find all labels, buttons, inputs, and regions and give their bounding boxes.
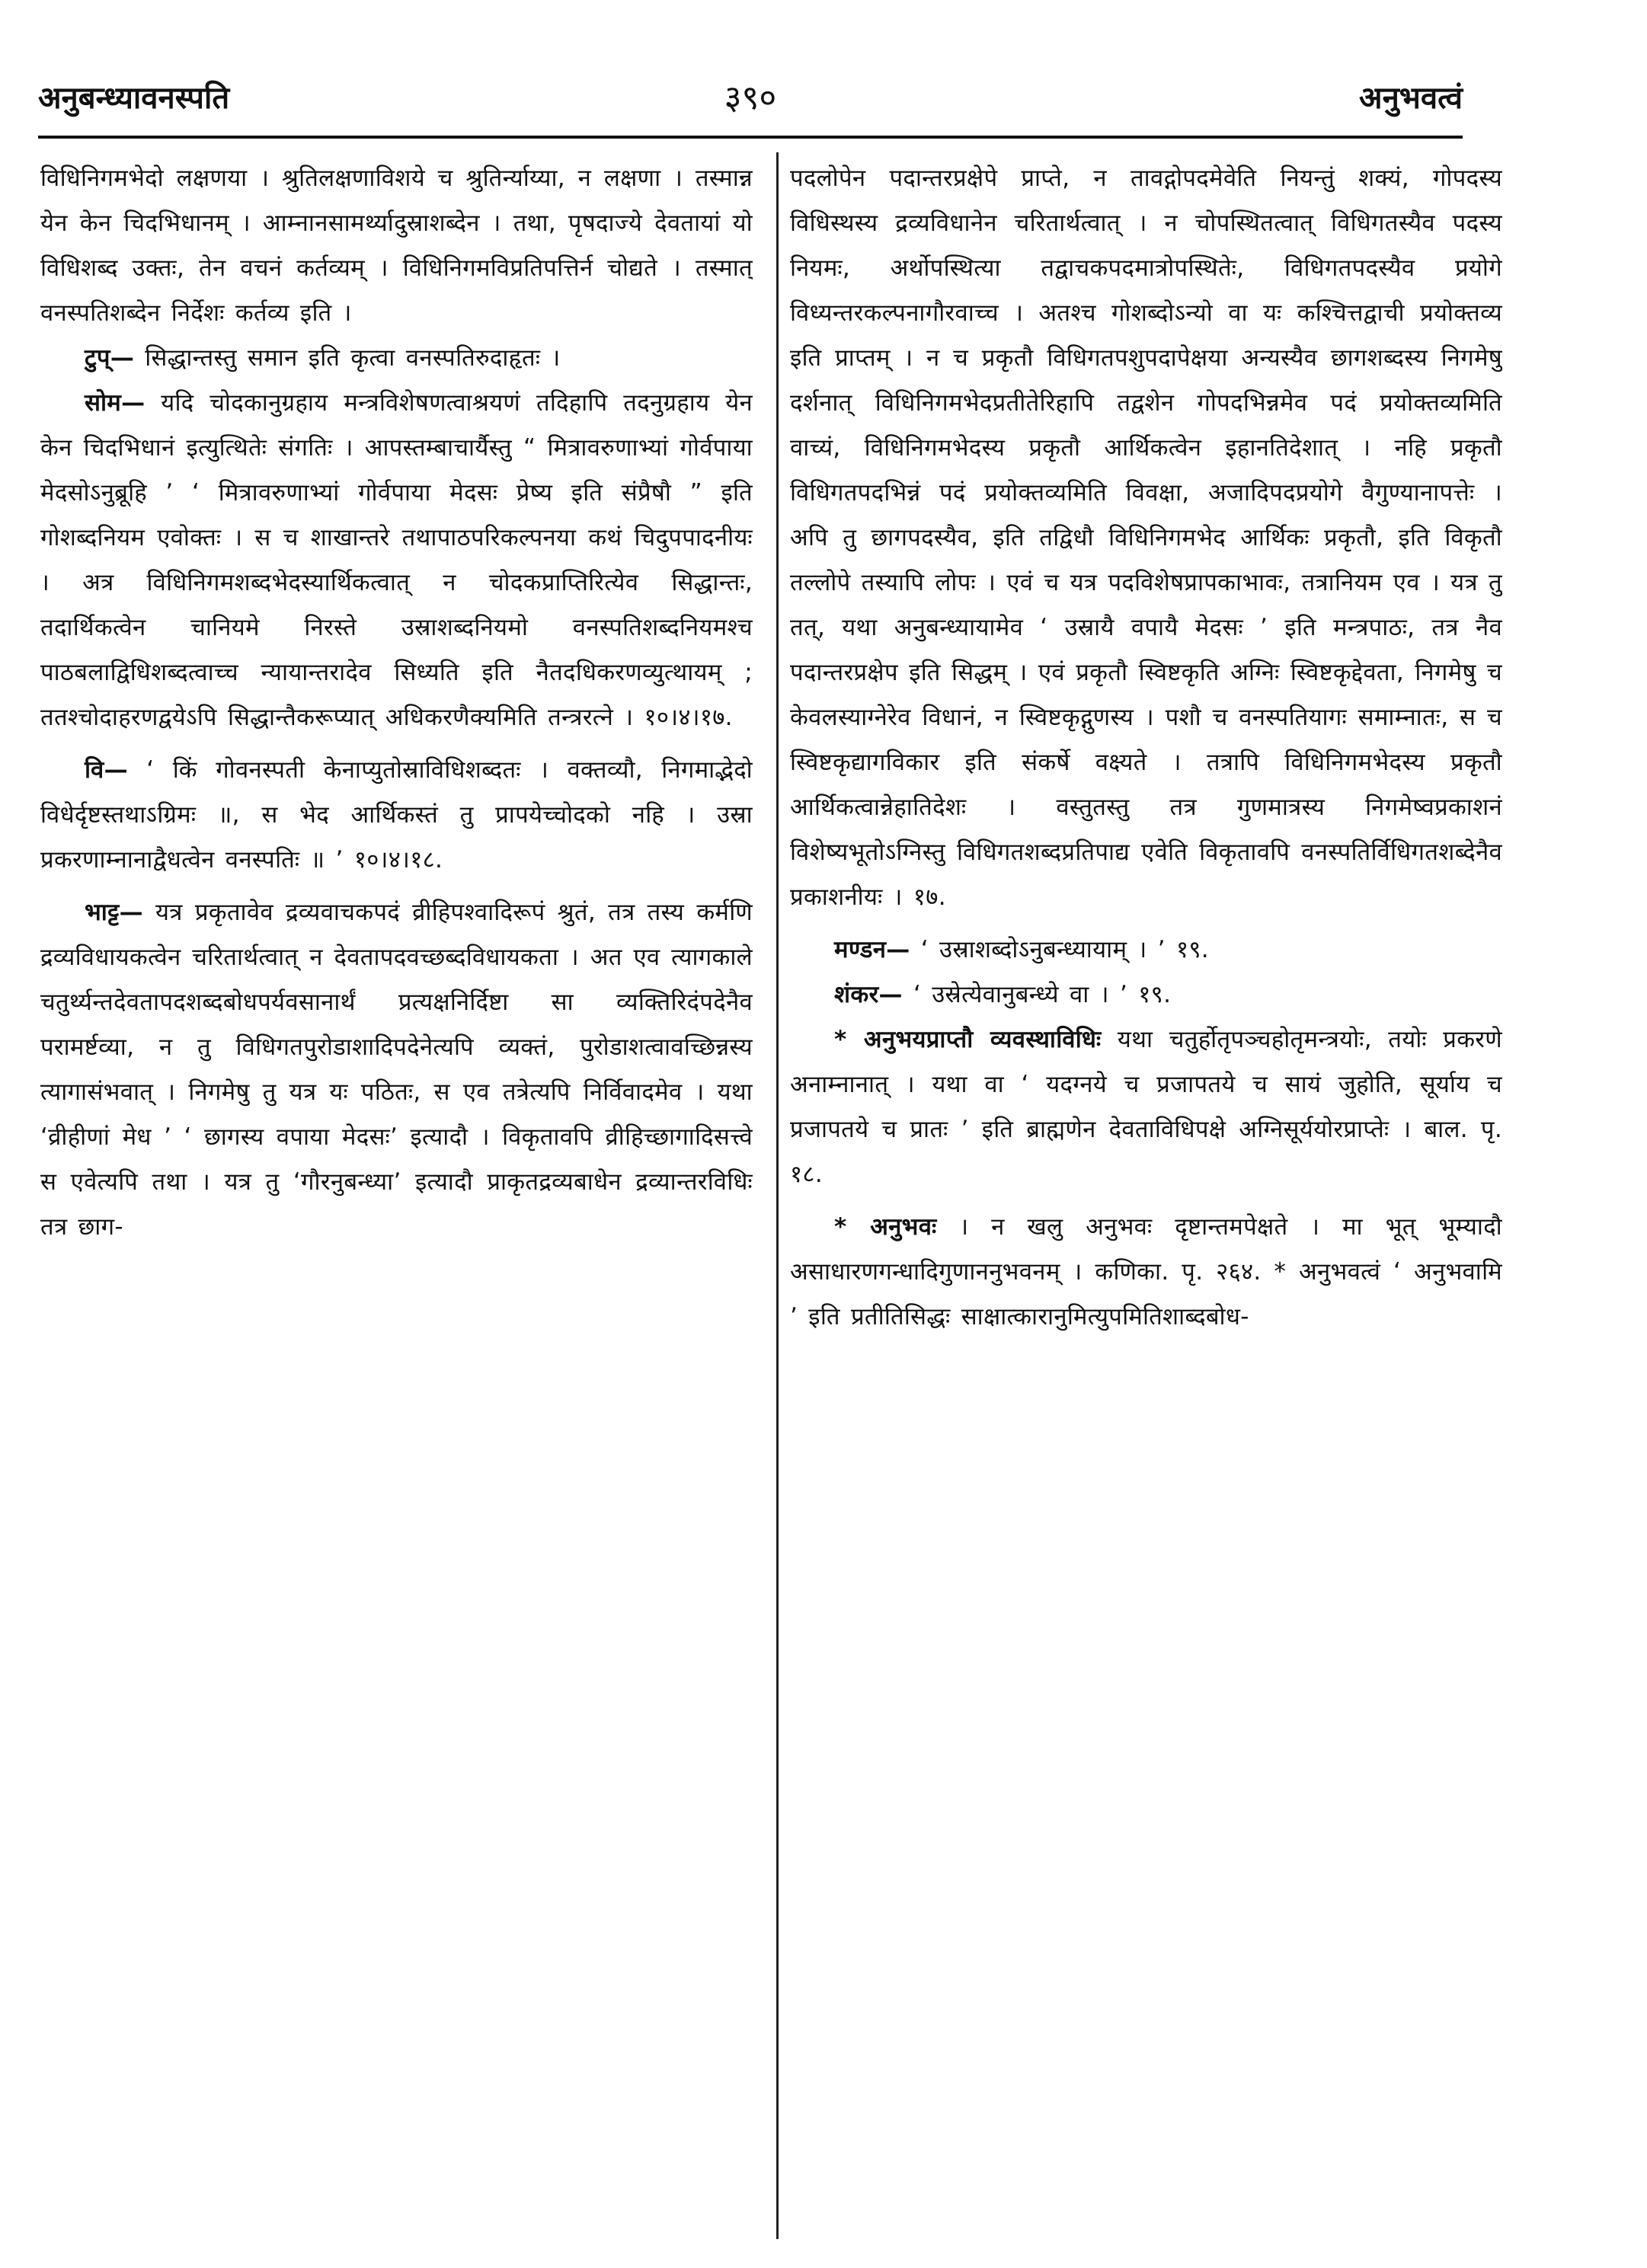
paragraph bbox=[40, 156, 753, 336]
entry-lead: सोम— bbox=[85, 389, 146, 417]
paragraph-text: पदलोपेन पदान्तरप्रक्षेपे प्राप्ते, न तावद्गोपदमेवेति नियन्तुं शक्यं, गोपदस्य विधिस्थस्य द्रव्यविधानेन चरितार्थत्वात् । न चोपस्थितत्वात् विधिगतस्यैव पदस्य नियमः, अर्थोपस्थित्या तद्वाचकपदमात्रोपस्थितेः, विधिगतपदस्यैव प्रयोगे विध्यन्तरकल्पनागौरवाच्च । अतश्च गोशब्दोऽन्यो वा यः कश्चित्तद्वाची प्रयोक्तव्य इति प्राप्तम् । न च प्रकृतौ विधिगतपशुपदापेक्षया अन्यस्यैव छागशब्दस्य निगमेषु दर्शनात् विधिनिगमभेदप्रतीतेरिहापि तद्वशेन गोपदभिन्नमेव पदं प्रयोक्तव्यमिति वाच्यं, विधिनिगमभेदस्य प्रकृतौ आर्थिकत्वेन इहानतिदेशात् । नहि प्रकृतौ विधिगतपदभिन्नं पदं प्रयोक्तव्यमिति विवक्षा, अजादिपदप्रयोगे वैगुण्यानापत्तेः । अपि तु छागपदस्यैव, इति तद्विधौ विधिनिगमभेद आर्थिकः प्रकृतौ, इति विकृतौ तल्लोपे तस्यापि लोपः । एवं च यत्र पदविशेषप्रापकाभावः, तत्रानियम एव । यत्र तु तत्, यथा अनुबन्ध्यायामेव ‘ उस्रायै वपायै मेदसः ’ इति मन्त्रपाठः, तत्र नैव पदान्तरप्रक्षेप इति सिद्धम् । एवं प्रकृतौ स्विष्टकृति अग्निः स्विष्टकृद्देवता, निगमेषु च केवलस्याग्नेरेव विधानं, न स्विष्टकृद्गुणस्य । पशौ च वनस्पतियागः समाम्नातः, स च स्विष्टकृद्यागविकार इति संकर्षे वक्ष्यते । तत्रापि विधिनिगमभेदस्य प्रकृतौ आर्थिकत्वान्नेहातिदेशः । वस्तुतस्तु तत्र गुणमात्रस्य निगमेष्वप्रकाशनं विशेष्यभूतोऽग्निस्तु विधिगतशब्दप्रतिपाद्य एवेति विकृतावपि वनस्पतिर्विधिगतशब्देनैव प्रकाशनीयः । १७. bbox=[790, 165, 1502, 911]
header-rule bbox=[38, 136, 1463, 139]
spacer bbox=[790, 920, 1502, 928]
paragraph-text: ‘ उस्राशब्दोऽनुबन्ध्यायाम् । ’ १९. bbox=[920, 936, 1209, 963]
paragraph-text: ‘ किं गोवनस्पती केनाप्युतोस्राविधिशब्दतः । वक्तव्यौ, निगमाद्भेदो विधेर्दृष्टस्तथाऽग्रिमः ॥, स भेद आर्थिकस्तं तु प्रापयेच्चोदको नहि । उस्रा प्रकरणाम्नानाद्वैधत्वेन वनस्पतिः ॥ ’ १०।४।१८. bbox=[40, 756, 753, 874]
paragraph-text: ‘ उस्रेत्येवानुबन्ध्ये वा । ’ १९. bbox=[913, 981, 1172, 1008]
running-header bbox=[38, 72, 1463, 125]
spacer bbox=[40, 740, 753, 748]
paragraph bbox=[790, 1017, 1502, 1197]
paragraph-text: सिद्धान्तस्तु समान इति कृत्वा वनस्पतिरुदाहृतः । bbox=[145, 344, 561, 372]
spacer bbox=[40, 883, 753, 890]
entry-lead: मण्डन— bbox=[834, 936, 910, 963]
paragraph-text: यदि चोदकानुग्रहाय मन्त्रविशेषणत्वाश्रयणं तदिहापि तदनुग्रहाय येन केन चिदभिधानं इत्युत्थितेः संगतिः । आपस्तम्बाचार्यैस्तु “ मित्रावरुणाभ्यां गोर्वपाया मेदसोऽनुब्रूहि ’ ‘ मित्रावरुणाभ्यां गोर्वपाया मेदसः प्रेष्य इति संप्रैषौ ” इति गोशब्दनियम एवोक्तः । स च शाखान्तरे तथापाठपरिकल्पनया कथं चिदुपपादनीयः । अत्र विधिनिगमशब्दभेदस्यार्थिकत्वात् न चोदकप्राप्तिरित्येव सिद्धान्तः, तदार्थिकत्वेन चानियमे निरस्ते उस्राशब्दनियमो वनस्पतिशब्दनियमश्च पाठबलाद्विधिशब्दत्वाच्च न्यायान्तरादेव सिध्यति इति नैतदधिकरणव्युत्थायम् ; ततश्चोदाहरणद्वयेऽपि सिद्धान्तैकरूप्यात् अधिकरणैक्यमिति तन्त्ररत्ने । १०।४।१७. bbox=[40, 389, 753, 731]
spacer bbox=[790, 1197, 1502, 1205]
paragraph bbox=[40, 381, 753, 740]
paragraph-text: विधिनिगमभेदो लक्षणया । श्रुतिलक्षणाविशये च श्रुतिर्न्याय्या, न लक्षणा । तस्मान्न येन केन चिदभिधानम् । आम्नानसामर्थ्यादुस्राशब्देन । तथा, पृषदाज्ये देवतायां यो विधिशब्द उक्तः, तेन वचनं कर्तव्यम् । विधिनिगमविप्रतिपत्तिर्न चोद्यते । तस्मात् वनस्पतिशब्देन निर्देशः कर्तव्य इति । bbox=[40, 165, 753, 327]
entry-lead: शंकर— bbox=[834, 981, 903, 1008]
column-divider bbox=[776, 152, 779, 2239]
right-column bbox=[790, 156, 1502, 2243]
paragraph bbox=[790, 928, 1502, 973]
left-column bbox=[40, 156, 753, 2243]
entry-lead: वि— bbox=[85, 756, 128, 784]
header-left-keyword: अनुबन्ध्यावनस्पति bbox=[38, 81, 230, 116]
paragraph bbox=[790, 156, 1502, 920]
paragraph-text: यथा चतुर्होतृपञ्चहोतृमन्त्रयोः, तयोः प्रकरणे अनाम्नानात् । यथा वा ‘ यदग्नये च प्रजापतये च सायं जुहोति, सूर्याय च प्रजापतये च प्रातः ’ इति ब्राह्मणेन देवताविधिपक्षे अग्निसूर्ययोरप्राप्तेः । बाल. पृ. १८. bbox=[790, 1026, 1502, 1188]
header-right-keyword: अनुभवत्वं bbox=[1359, 81, 1463, 116]
entry-lead: * अनुभयप्राप्तौ व्यवस्थाविधिः bbox=[834, 1026, 1102, 1053]
entry-lead: टुप्— bbox=[85, 344, 135, 372]
page-number: ३९० bbox=[724, 78, 777, 117]
paragraph bbox=[790, 1205, 1502, 1340]
entry-lead: * अनुभवः bbox=[834, 1213, 937, 1241]
paragraph bbox=[40, 748, 753, 883]
paragraph bbox=[40, 336, 753, 381]
entry-lead: भाट्ट— bbox=[85, 899, 143, 926]
paragraph bbox=[790, 973, 1502, 1017]
paragraph-text: । न खलु अनुभवः दृष्टान्तमपेक्षते । मा भूत् भूम्यादौ असाधारणगन्धादिगुणाननुभवनम् । कणिका. पृ. २६४. * अनुभवत्वं ‘ अनुभवामि ’ इति प्रतीतिसिद्धः साक्षात्कारानुमित्युपमितिशाब्दबोध- bbox=[790, 1213, 1502, 1330]
paragraph-text: यत्र प्रकृतावेव द्रव्यवाचकपदं व्रीहिपश्वादिरूपं श्रुतं, तत्र तस्य कर्मणि द्रव्यविधायकत्वेन चरितार्थत्वात् न देवतापदवच्छब्दविधायकता । अत एव त्यागकाले चतुर्थ्यन्तदेवतापदशब्दबोधपर्यवसानार्थं प्रत्यक्षनिर्दिष्टा सा व्यक्तिरिदंपदेनैव परामर्ष्टव्या, न तु विधिगतपुरोडाशादिपदेनेत्यपि व्यक्तं, पुरोडाशत्वावच्छिन्नस्य त्यागासंभवात् । निगमेषु तु यत्र यः पठितः, स एव तत्रेत्यपि निर्विवादमेव । यथा ‘व्रीहीणां मेध ’ ‘ छागस्य वपाया मेदसः’ इत्यादौ । विकृतावपि व्रीहिच्छागादिसत्त्वे स एवेत्यपि तथा । यत्र तु ‘गौरनुबन्ध्या’ इत्यादौ प्राकृतद्रव्यबाधेन द्रव्यान्तरविधिः तत्र छाग- bbox=[40, 899, 753, 1241]
paragraph bbox=[40, 890, 753, 1250]
